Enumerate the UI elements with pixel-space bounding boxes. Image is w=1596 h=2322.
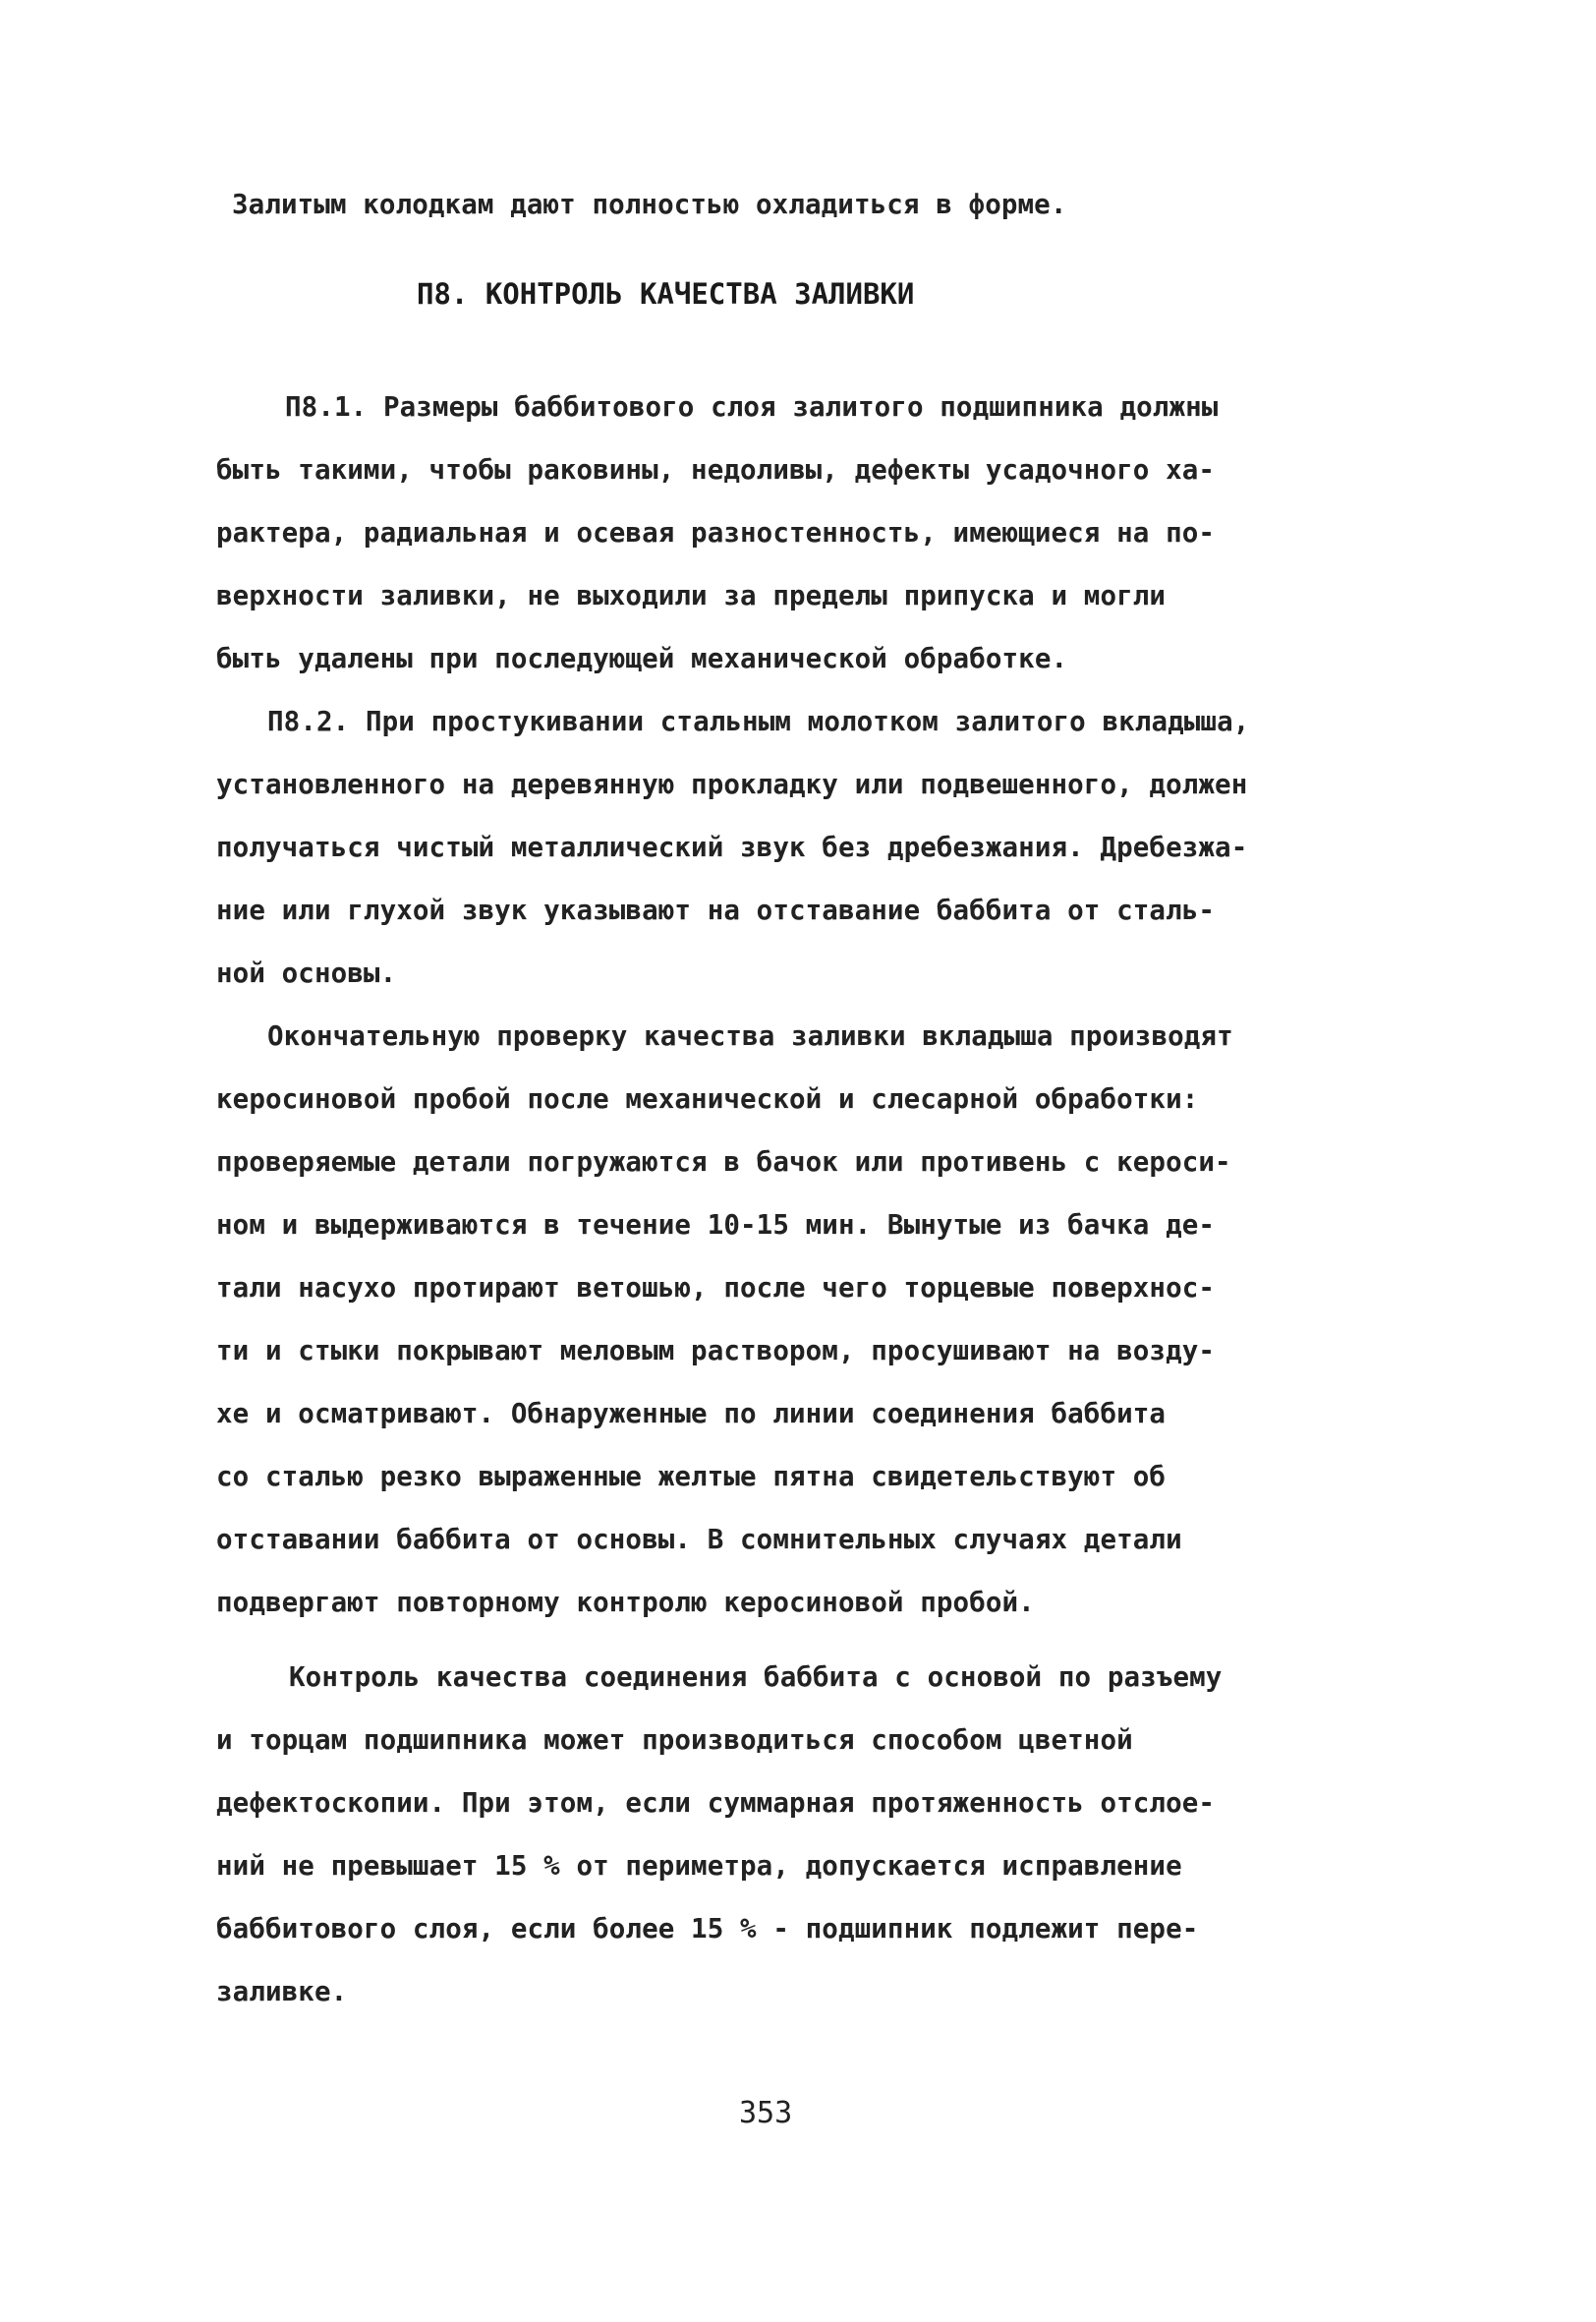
paragraph-line: подвергают повторному контролю керосиновой пробой. xyxy=(216,1587,1035,1618)
paragraph-line: верхности заливки, не выходили за пределы припуска и могли xyxy=(216,580,1167,611)
intro-line: Залитым колодкам дают полностью охладиться в форме. xyxy=(232,189,1067,220)
paragraph-line: П8.2. При простукивании стальным молотком залитого вкладыша, xyxy=(267,706,1250,737)
paragraph-line: дефектоскопии. При этом, если суммарная протяженность отслое- xyxy=(216,1787,1216,1819)
paragraph-line: керосиновой пробой после механической и слесарной обработки: xyxy=(216,1083,1199,1115)
paragraph-line: тали насухо протирают ветошью, после чего торцевые поверхнос- xyxy=(216,1272,1216,1304)
paragraph-line: Окончательную проверку качества заливки вкладыша производят xyxy=(267,1020,1233,1052)
paragraph-line: быть такими, чтобы раковины, недоливы, дефекты усадочного ха- xyxy=(216,454,1216,486)
paragraph-line: Контроль качества соединения баббита с основой по разъему xyxy=(289,1661,1223,1693)
paragraph-line: ний не превышает 15 % от периметра, допускается исправление xyxy=(216,1850,1182,1882)
paragraph-line: получаться чистый металлический звук без дребезжания. Дребезжа- xyxy=(216,832,1248,863)
page-number: 353 xyxy=(739,2096,793,2130)
paragraph-line: заливке. xyxy=(216,1976,348,2007)
paragraph-line: и торцам подшипника может производиться способом цветной xyxy=(216,1724,1133,1756)
paragraph-line: установленного на деревянную прокладку или подвешенного, должен xyxy=(216,769,1248,800)
paragraph-line: П8.1. Размеры баббитового слоя залитого подшипника должны xyxy=(285,391,1219,423)
section-heading: П8. КОНТРОЛЬ КАЧЕСТВА ЗАЛИВКИ xyxy=(417,277,915,311)
paragraph-line: баббитового слоя, если более 15 % - подшипник подлежит пере- xyxy=(216,1913,1199,1945)
paragraph-line: ние или глухой звук указывают на отставание баббита от сталь- xyxy=(216,895,1216,926)
paragraph-line: со сталью резко выраженные желтые пятна свидетельствуют об xyxy=(216,1461,1167,1492)
paragraph-line: ной основы. xyxy=(216,958,397,989)
paragraph-line: рактера, радиальная и осевая разностенность, имеющиеся на по- xyxy=(216,517,1216,549)
paragraph-line: быть удалены при последующей механической обработке. xyxy=(216,643,1068,674)
paragraph-line: хе и осматривают. Обнаруженные по линии соединения баббита xyxy=(216,1398,1167,1429)
paragraph-line: ти и стыки покрывают меловым раствором, просушивают на возду- xyxy=(216,1335,1216,1366)
paragraph-line: проверяемые детали погружаются в бачок или противень с кероси- xyxy=(216,1146,1231,1178)
paragraph-line: ном и выдерживаются в течение 10-15 мин. Вынутые из бачка де- xyxy=(216,1209,1216,1241)
paragraph-line: отставании баббита от основы. В сомнительных случаях детали xyxy=(216,1524,1182,1555)
